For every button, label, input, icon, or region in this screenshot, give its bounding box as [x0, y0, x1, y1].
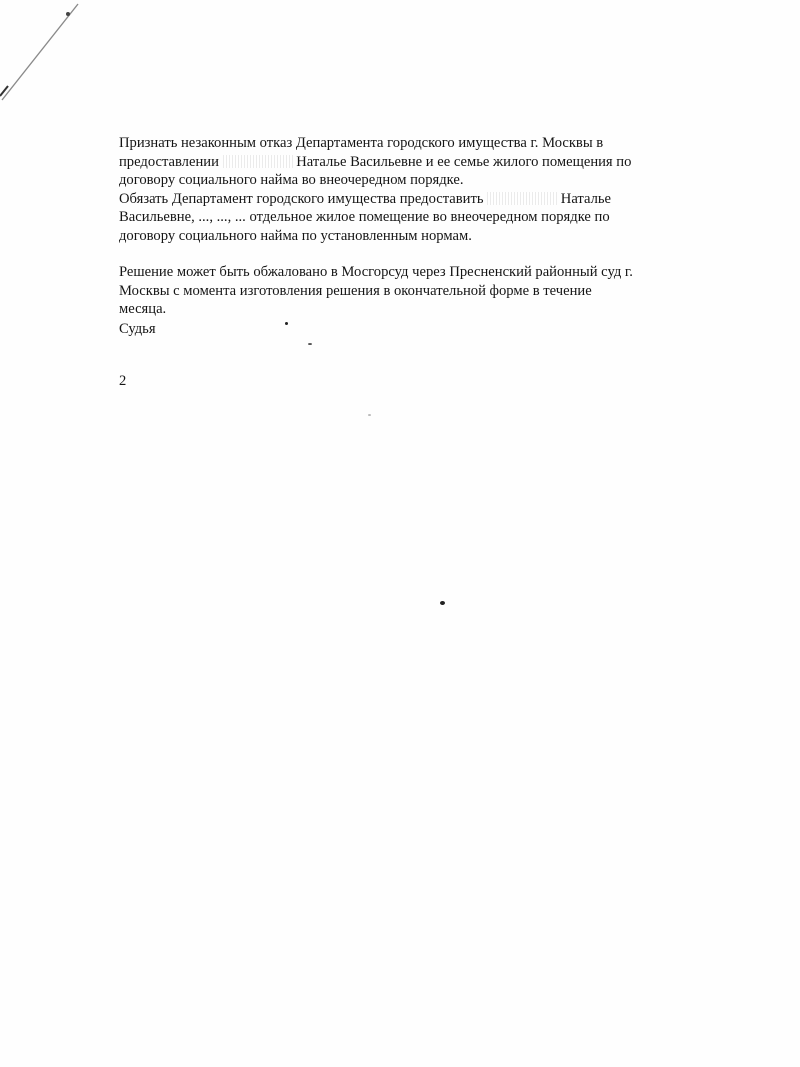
text-fragment: предоставлении [119, 153, 219, 170]
text-line: договору социального найма во внеочередном порядке. [119, 172, 464, 188]
text-fragment: Наталье Васильевне и ее семье жилого помещения по [296, 153, 632, 170]
text-line [119, 190, 719, 209]
scan-speck [440, 601, 445, 605]
redacted-name [223, 155, 293, 168]
text-line: Москвы с момента изготовления решения в окончательной форме в течение [119, 282, 592, 299]
text-line: Признать незаконным отказ Департамента городского имущества г. Москвы в [119, 135, 604, 151]
folded-corner-mark [0, 0, 90, 110]
scan-speck [308, 343, 312, 345]
text-line: Решение может быть обжаловано в Мосгорсуд через Пресненский районный суд г. [119, 264, 633, 280]
text-line: Васильевне, ..., ..., ... отдельное жилое помещение во внеочередном порядке по [119, 209, 610, 225]
page-number: 2 [119, 373, 127, 389]
redacted-name [487, 192, 557, 205]
text-line [119, 153, 719, 172]
text-line: договору социального найма по установленным нормам. [119, 227, 472, 244]
text-fragment: Обязать Департамент городского имущества предоставить [119, 190, 484, 207]
scan-speck [285, 322, 288, 325]
decision-text [119, 134, 719, 319]
text-fragment: Наталье [560, 190, 612, 207]
paragraph-gap [119, 245, 719, 263]
text-line: месяца. [119, 301, 167, 317]
scan-speck [368, 414, 371, 416]
judge-signature-label: Судья [119, 321, 156, 337]
